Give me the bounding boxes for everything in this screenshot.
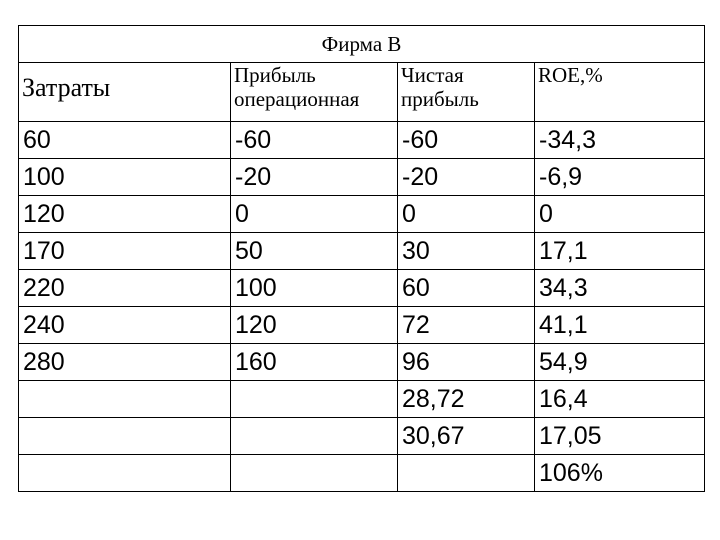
cell-value: 0: [402, 200, 416, 228]
cell-roe: [535, 381, 705, 418]
header-operating-profit: [231, 63, 398, 122]
cell-net-profit: [398, 381, 535, 418]
table-row: [19, 270, 705, 307]
header-roe-label: ROE,%: [538, 63, 603, 87]
cell-value: 54,9: [539, 348, 588, 376]
cell-net-profit: [398, 270, 535, 307]
header-net-profit: [398, 63, 535, 122]
cell-value: 30: [402, 237, 430, 265]
table-title: Фирма В: [19, 26, 705, 63]
cell-net-profit: [398, 344, 535, 381]
cell-value: 120: [23, 200, 65, 228]
cell-value: 60: [23, 126, 51, 154]
cell-costs: [19, 270, 231, 307]
cell-costs: [19, 233, 231, 270]
table-row: [19, 196, 705, 233]
cell-costs: [19, 159, 231, 196]
cell-operating-profit: [231, 233, 398, 270]
cell-net-profit: [398, 455, 535, 492]
cell-value: 0: [235, 200, 249, 228]
cell-costs: [19, 381, 231, 418]
cell-value: -6,9: [539, 163, 583, 191]
cell-value: 106%: [539, 459, 603, 487]
cell-value: 96: [402, 348, 430, 376]
cell-roe: [535, 418, 705, 455]
header-operating-profit-line2: операционная: [234, 87, 360, 111]
cell-net-profit: [398, 122, 535, 159]
cell-costs: [19, 344, 231, 381]
cell-value: -34,3: [539, 126, 596, 154]
table-row: [19, 122, 705, 159]
table-row: [19, 307, 705, 344]
cell-value: 100: [23, 163, 65, 191]
cell-net-profit: [398, 196, 535, 233]
cell-roe: [535, 455, 705, 492]
cell-value: 28,72: [402, 385, 465, 413]
cell-roe: [535, 270, 705, 307]
cell-costs: [19, 122, 231, 159]
firm-b-table: [18, 25, 705, 492]
table-row: [19, 233, 705, 270]
header-roe: [535, 63, 705, 122]
cell-value: 41,1: [539, 311, 588, 339]
cell-roe: [535, 344, 705, 381]
cell-roe: [535, 122, 705, 159]
header-costs-label: Затраты: [22, 73, 111, 102]
cell-operating-profit: [231, 344, 398, 381]
cell-value: 72: [402, 311, 430, 339]
cell-value: 160: [235, 348, 277, 376]
cell-costs: [19, 307, 231, 344]
cell-operating-profit: [231, 122, 398, 159]
header-costs: [19, 63, 231, 122]
cell-value: 34,3: [539, 274, 588, 302]
cell-value: -20: [402, 163, 439, 191]
cell-operating-profit: [231, 418, 398, 455]
cell-costs: [19, 196, 231, 233]
cell-net-profit: [398, 418, 535, 455]
cell-value: -60: [402, 126, 439, 154]
header-row: [19, 63, 705, 122]
cell-net-profit: [398, 307, 535, 344]
cell-value: 170: [23, 237, 65, 265]
cell-value: 17,1: [539, 237, 588, 265]
cell-net-profit: [398, 159, 535, 196]
cell-value: -20: [235, 163, 272, 191]
cell-roe: [535, 196, 705, 233]
cell-operating-profit: [231, 196, 398, 233]
cell-value: 30,67: [402, 422, 465, 450]
cell-net-profit: [398, 233, 535, 270]
cell-operating-profit: [231, 270, 398, 307]
header-net-profit-line2: прибыль: [401, 87, 479, 111]
cell-costs: [19, 418, 231, 455]
cell-value: 280: [23, 348, 65, 376]
cell-value: 17,05: [539, 422, 602, 450]
cell-operating-profit: [231, 307, 398, 344]
table-row: [19, 418, 705, 455]
cell-value: 60: [402, 274, 430, 302]
cell-roe: [535, 307, 705, 344]
table-row: [19, 381, 705, 418]
cell-value: 50: [235, 237, 263, 265]
cell-value: 120: [235, 311, 277, 339]
cell-operating-profit: [231, 455, 398, 492]
cell-value: -60: [235, 126, 272, 154]
header-operating-profit-line1: Прибыль: [234, 63, 316, 87]
table-row: [19, 455, 705, 492]
cell-roe: [535, 233, 705, 270]
table-row: [19, 159, 705, 196]
cell-value: 16,4: [539, 385, 588, 413]
cell-value: 220: [23, 274, 65, 302]
cell-costs: [19, 455, 231, 492]
table-row: [19, 344, 705, 381]
header-net-profit-line1: Чистая: [401, 63, 464, 87]
cell-value: 100: [235, 274, 277, 302]
cell-value: 0: [539, 200, 553, 228]
cell-value: 240: [23, 311, 65, 339]
cell-roe: [535, 159, 705, 196]
cell-operating-profit: [231, 381, 398, 418]
cell-operating-profit: [231, 159, 398, 196]
